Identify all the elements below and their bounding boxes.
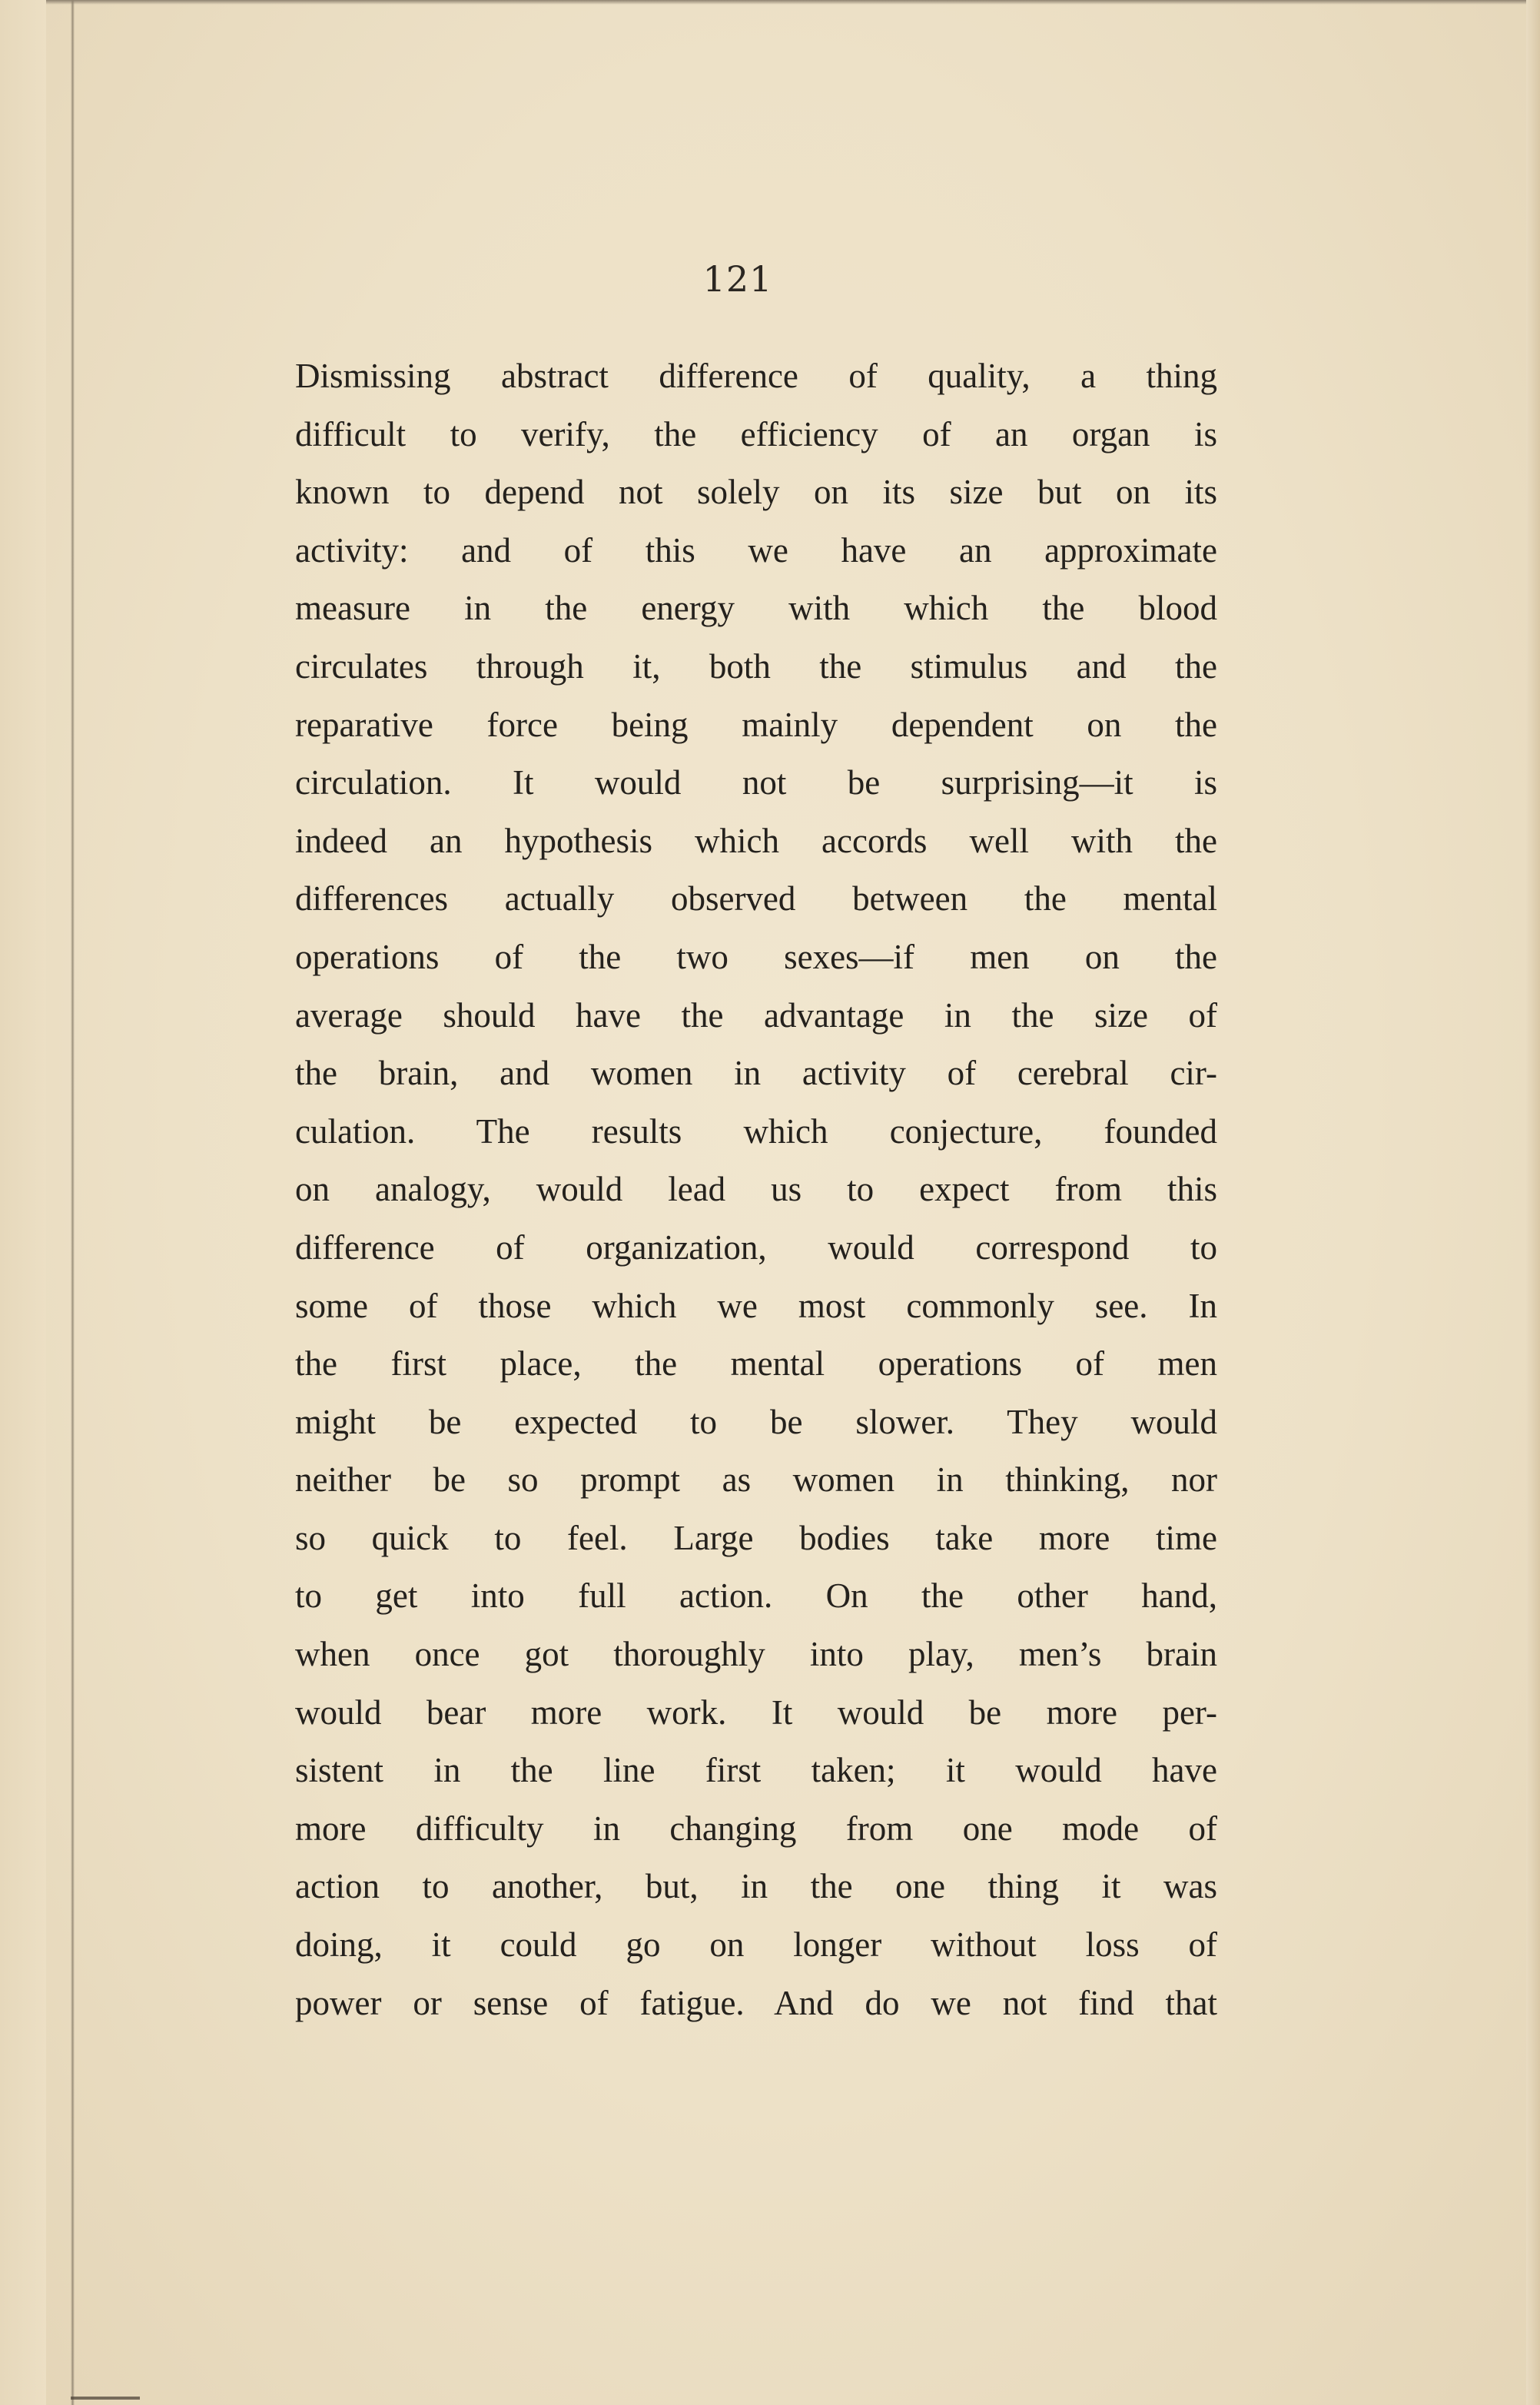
text-line: difficult to verify, the efficiency of an organ is bbox=[295, 414, 1217, 453]
text-line: sistent in the line first taken; it would have bbox=[295, 1751, 1217, 1790]
text-line: to get into full action. On the other hand, bbox=[295, 1576, 1217, 1616]
page-right-edge bbox=[1526, 0, 1540, 2405]
gutter-shade bbox=[0, 0, 46, 2405]
binding-bottom-mark bbox=[71, 2397, 140, 2400]
text-line: average should have the advantage in the size of bbox=[295, 995, 1217, 1035]
text-line: indeed an hypothesis which accords well with the bbox=[295, 821, 1217, 860]
text-line: difference of organization, would correspond to bbox=[295, 1227, 1217, 1267]
text-line: some of those which we most commonly see. In bbox=[295, 1286, 1217, 1325]
text-line: circulates through it, both the stimulus and the bbox=[295, 646, 1217, 686]
body-text bbox=[295, 347, 1217, 2032]
text-line: reparative force being mainly dependent on the bbox=[295, 705, 1217, 744]
text-line: measure in the energy with which the blood bbox=[295, 589, 1217, 628]
text-line: differences actually observed between the mental bbox=[295, 879, 1217, 918]
text-line: known to depend not solely on its size but on its bbox=[295, 473, 1217, 512]
text-line: action to another, but, in the one thing it was bbox=[295, 1867, 1217, 1906]
page-top-edge bbox=[46, 0, 1529, 5]
text-line: when once got thoroughly into play, men’s brain bbox=[295, 1635, 1217, 1674]
text-line: culation. The results which conjecture, founded bbox=[295, 1111, 1217, 1151]
text-line: more difficulty in changing from one mode of bbox=[295, 1809, 1217, 1848]
text-line: power or sense of fatigue. And do we not find that bbox=[295, 1983, 1217, 2022]
text-line: Dismissing abstract difference of quality, a thing bbox=[295, 357, 1217, 395]
text-line: doing, it could go on longer without loss of bbox=[295, 1925, 1217, 1965]
text-line: operations of the two sexes—if men on the bbox=[295, 937, 1217, 976]
text-line: the first place, the mental operations of men bbox=[295, 1344, 1217, 1384]
text-line: would bear more work. It would be more per- bbox=[295, 1692, 1217, 1732]
page-number: 121 bbox=[702, 258, 773, 300]
binding-edge bbox=[71, 0, 75, 2405]
text-line: so quick to feel. Large bodies take more time bbox=[295, 1518, 1217, 1557]
text-line: activity: and of this we have an approximate bbox=[295, 530, 1217, 570]
text-line: the brain, and women in activity of cerebral cir- bbox=[295, 1054, 1217, 1093]
text-line: circulation. It would not be surprising—it is bbox=[295, 763, 1217, 802]
text-line: on analogy, would lead us to expect from this bbox=[295, 1170, 1217, 1209]
text-line: neither be so prompt as women in thinking, nor bbox=[295, 1460, 1217, 1500]
text-line: might be expected to be slower. They would bbox=[295, 1402, 1217, 1441]
